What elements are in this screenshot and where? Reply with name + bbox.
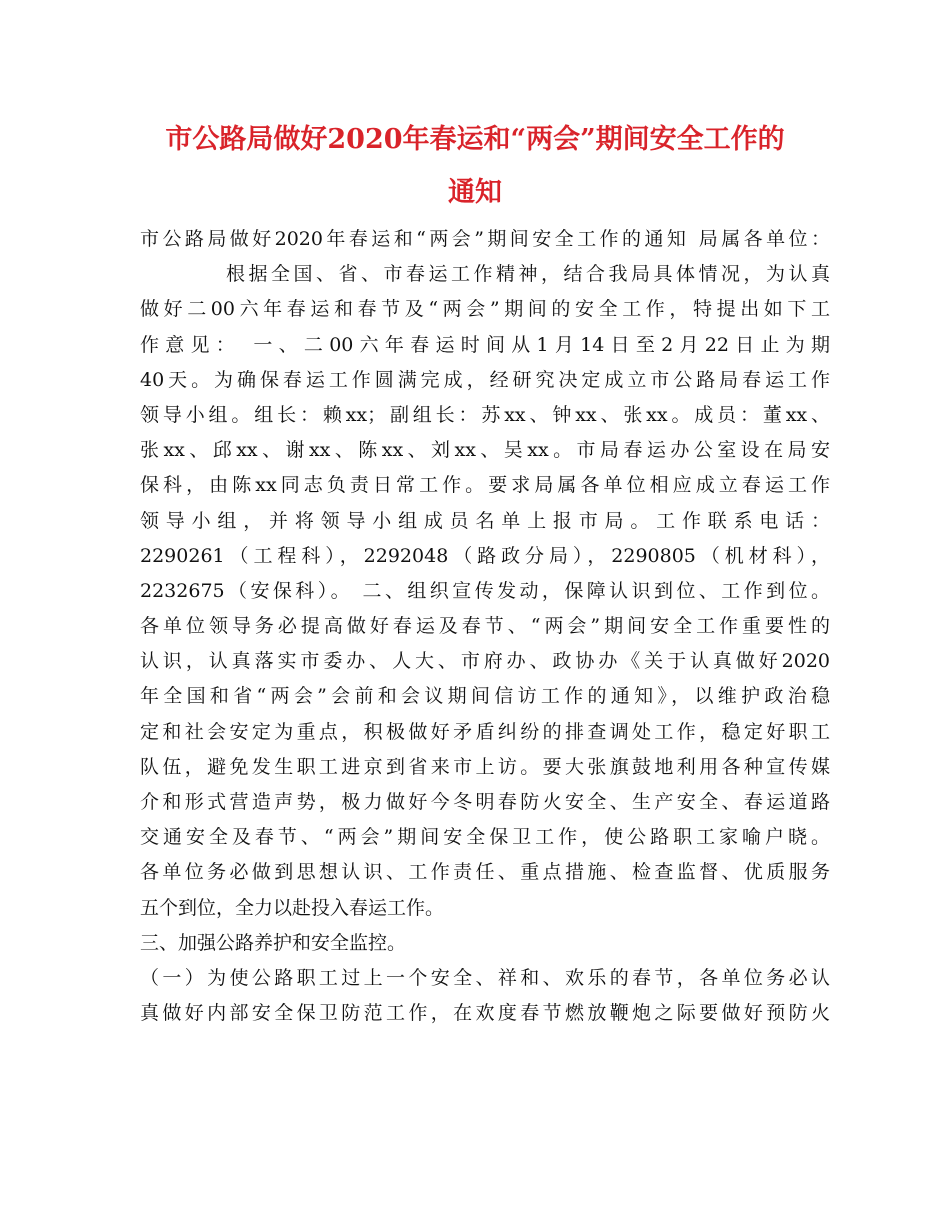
- body-line: 根据全国、省、市春运工作精神，结合我局具体情况，为认真: [226, 263, 830, 286]
- body-line: （一）为使公路职工过上一个安全、祥和、欢乐的春节，各单位务必认: [140, 966, 830, 989]
- body-line: 市公路局做好2020年春运和“两会”期间安全工作的通知 局属各单位：: [140, 228, 830, 250]
- body-line: 作意见： 一、二00六年春运时间从1月14日至2月22日止为期: [140, 333, 830, 356]
- body-line: 做好二00六年春运和春节及“两会”期间的安全工作，特提出如下工: [140, 298, 830, 321]
- document-title-line-2: 通知: [448, 177, 502, 208]
- body-line: 交通安全及春节、“两会”期间安全保卫工作，使公路职工家喻户晓。: [140, 826, 830, 849]
- body-line: 2290261（工程科），2292048（路政分局），2290805（机材科），: [140, 544, 830, 567]
- body-line: 认识，认真落实市委办、人大、市府办、政协办《关于认真做好2020: [140, 650, 830, 673]
- body-line: 张xx、邱xx、谢xx、陈xx、刘xx、吴xx。市局春运办公室设在局安: [140, 439, 830, 462]
- body-line: 五个到位，全力以赴投入春运工作。: [140, 896, 445, 919]
- body-line: 各单位务必做到思想认识、工作责任、重点措施、检查监督、优质服务: [140, 861, 830, 884]
- body-line: 领导小组。组长：赖xx；副组长：苏xx、钟xx、张xx。成员：董xx、: [140, 403, 830, 426]
- body-line: 保科，由陈xx同志负责日常工作。要求局属各单位相应成立春运工作: [140, 474, 830, 497]
- body-line: 真做好内部安全保卫防范工作，在欢度春节燃放鞭炮之际要做好预防火: [140, 1002, 830, 1025]
- body-line: 定和社会安定为重点，积极做好矛盾纠纷的排查调处工作，稳定好职工: [140, 720, 830, 743]
- document-title-line-1: 市公路局做好2020年春运和“两会”期间安全工作的: [165, 124, 785, 155]
- body-line: 2232675（安保科）。 二、组织宣传发动，保障认识到位、工作到位。: [140, 579, 830, 602]
- body-line: 三、加强公路养护和安全监控。: [140, 931, 407, 954]
- body-line: 年全国和省“两会”会前和会议期间信访工作的通知》，以维护政治稳: [140, 685, 830, 708]
- body-line: 领导小组，并将领导小组成员名单上报市局。工作联系电话：: [140, 509, 830, 532]
- document-body: [140, 222, 830, 1031]
- body-line: 各单位领导务必提高做好春运及春节、“两会”期间安全工作重要性的: [140, 615, 830, 638]
- body-line: 队伍，避免发生职工进京到省来市上访。要大张旗鼓地利用各种宣传媒: [140, 755, 830, 778]
- body-line: 介和形式营造声势，极力做好今冬明春防火安全、生产安全、春运道路: [140, 791, 830, 813]
- body-line: 40天。为确保春运工作圆满完成，经研究决定成立市公路局春运工作: [140, 368, 830, 391]
